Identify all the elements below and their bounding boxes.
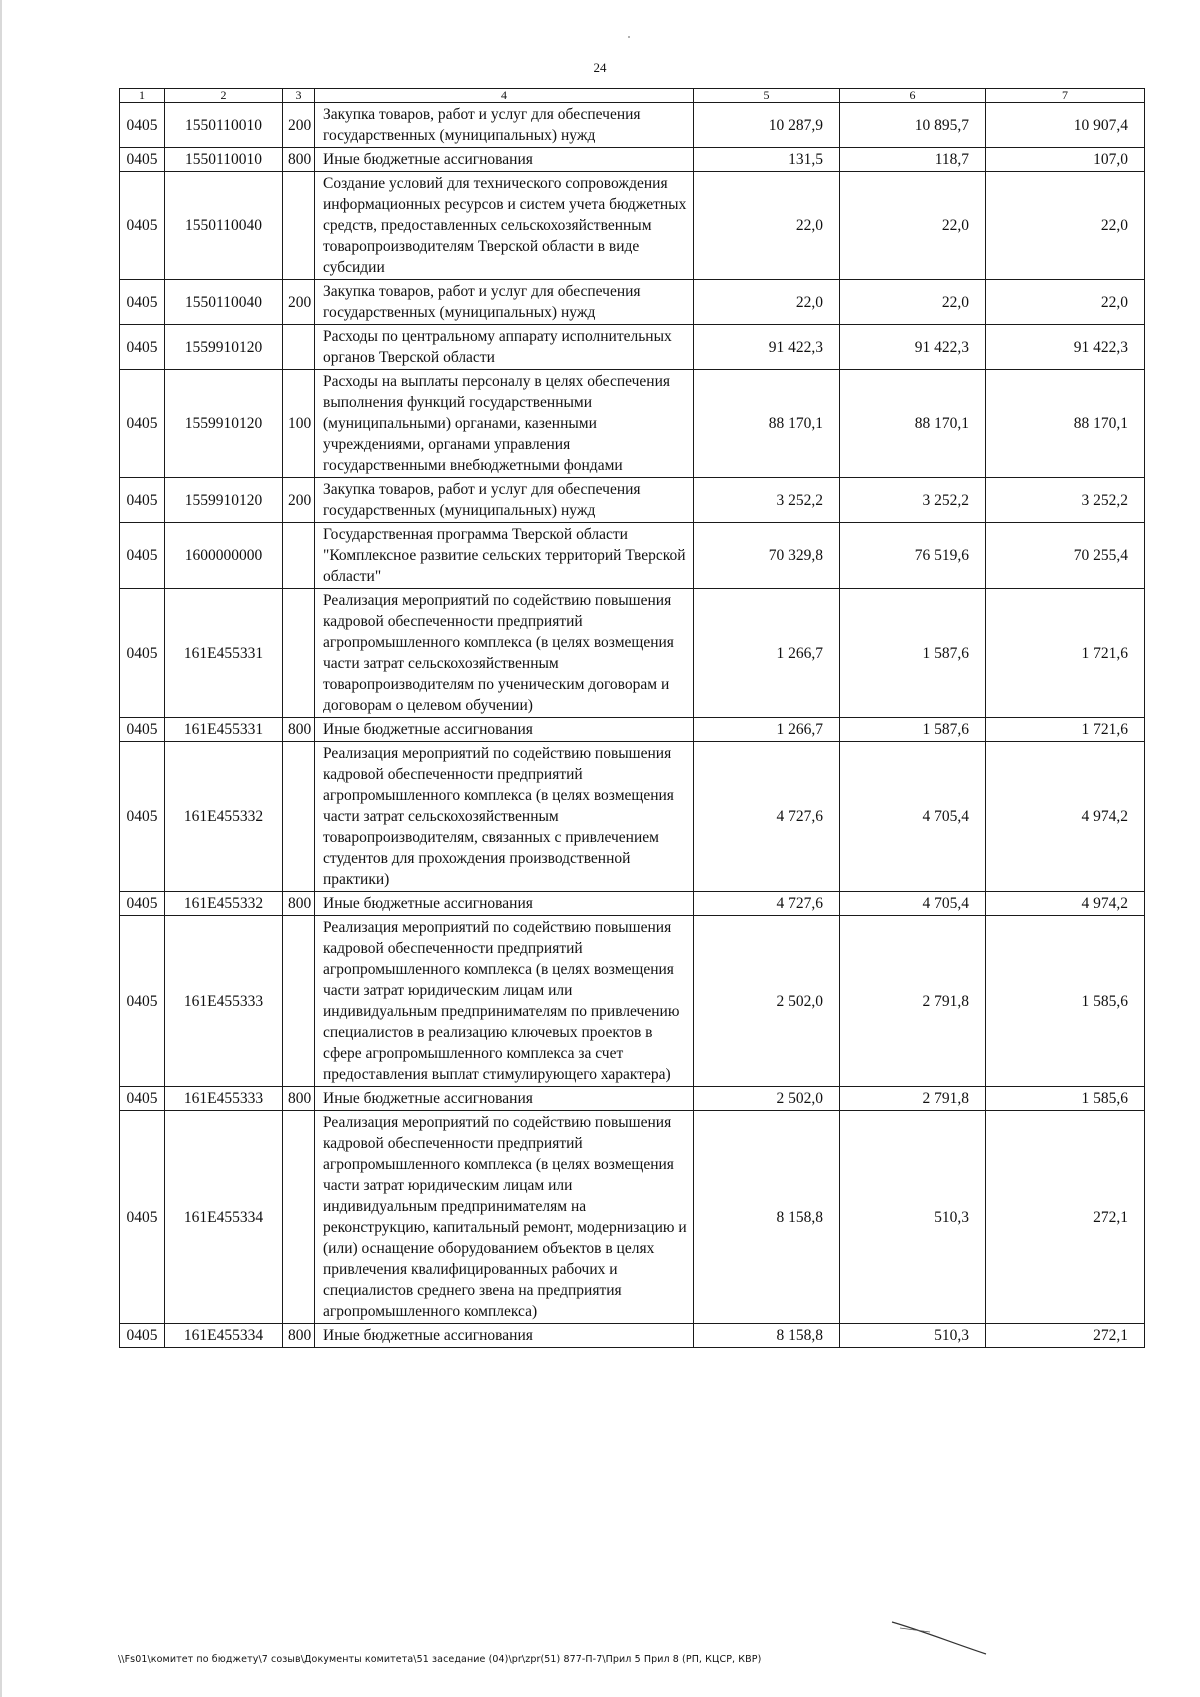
column-header-1: 1	[120, 89, 165, 103]
cell-amount-col6: 510,3	[840, 1111, 986, 1324]
cell-name: Реализация мероприятий по содействию повышения кадровой обеспеченности предприятий агропромышленного комплекса (в целях возмещения части затрат юридическим лицам или индивидуальным предпринимателям по привлечению специалистов в реализацию ключевых проектов в сфере агропромышленного комплекса за счет предоставления выплат стимулирующего характера)	[315, 916, 694, 1087]
cell-amount-col6: 510,3	[840, 1324, 986, 1348]
cell-amount-col5: 91 422,3	[694, 325, 840, 370]
cell-amount-col7: 22,0	[986, 280, 1145, 325]
cell-name: Иные бюджетные ассигнования	[315, 892, 694, 916]
cell-expense-type	[283, 1111, 315, 1324]
cell-name: Реализация мероприятий по содействию повышения кадровой обеспеченности предприятий агропромышленного комплекса (в целях возмещения части затрат сельскохозяйственным товаропроизводителям, связанных с привлечением студентов для прохождения производственной практики)	[315, 742, 694, 892]
cell-amount-col7: 107,0	[986, 148, 1145, 172]
cell-name: Закупка товаров, работ и услуг для обеспечения государственных (муниципальных) нужд	[315, 103, 694, 148]
budget-table	[119, 88, 1145, 1348]
cell-expense-type: 200	[283, 478, 315, 523]
table-row	[120, 370, 1145, 478]
cell-name: Иные бюджетные ассигнования	[315, 148, 694, 172]
cell-name: Расходы на выплаты персоналу в целях обеспечения выполнения функций государственными (муниципальными) органами, казенными учреждениями, органами управления государственными внебюджетными фондами	[315, 370, 694, 478]
cell-amount-col5: 8 158,8	[694, 1111, 840, 1324]
cell-expense-type	[283, 523, 315, 589]
table-row	[120, 478, 1145, 523]
cell-razdel: 0405	[120, 1324, 165, 1348]
cell-name: Закупка товаров, работ и услуг для обеспечения государственных (муниципальных) нужд	[315, 280, 694, 325]
cell-name: Расходы по центральному аппарату исполнительных органов Тверской области	[315, 325, 694, 370]
cell-razdel: 0405	[120, 1111, 165, 1324]
column-header-6: 6	[840, 89, 986, 103]
cell-amount-col6: 88 170,1	[840, 370, 986, 478]
cell-amount-col5: 2 502,0	[694, 1087, 840, 1111]
cell-target-article: 1559910120	[165, 478, 283, 523]
cell-amount-col7: 22,0	[986, 172, 1145, 280]
cell-amount-col5: 1 266,7	[694, 718, 840, 742]
cell-name: Государственная программа Тверской области "Комплексное развитие сельских территорий Тверской области"	[315, 523, 694, 589]
table-row	[120, 589, 1145, 718]
column-number-row	[120, 89, 1145, 103]
cell-amount-col6: 91 422,3	[840, 325, 986, 370]
cell-amount-col5: 3 252,2	[694, 478, 840, 523]
cell-expense-type	[283, 589, 315, 718]
table-row	[120, 172, 1145, 280]
cell-target-article: 161E455334	[165, 1324, 283, 1348]
cell-amount-col5: 70 329,8	[694, 523, 840, 589]
cell-expense-type: 800	[283, 1324, 315, 1348]
table-row	[120, 280, 1145, 325]
column-header-4: 4	[315, 89, 694, 103]
cell-amount-col5: 88 170,1	[694, 370, 840, 478]
cell-amount-col7: 1 721,6	[986, 589, 1145, 718]
column-header-3: 3	[283, 89, 315, 103]
cell-razdel: 0405	[120, 280, 165, 325]
cell-amount-col6: 4 705,4	[840, 892, 986, 916]
cell-target-article: 1559910120	[165, 370, 283, 478]
cell-target-article: 1550110040	[165, 280, 283, 325]
cell-name: Иные бюджетные ассигнования	[315, 1087, 694, 1111]
cell-target-article: 161E455333	[165, 1087, 283, 1111]
cell-amount-col6: 22,0	[840, 280, 986, 325]
cell-amount-col5: 8 158,8	[694, 1324, 840, 1348]
cell-expense-type: 200	[283, 103, 315, 148]
cell-razdel: 0405	[120, 1087, 165, 1111]
cell-amount-col6: 10 895,7	[840, 103, 986, 148]
cell-target-article: 1550110010	[165, 148, 283, 172]
cell-razdel: 0405	[120, 325, 165, 370]
cell-name: Реализация мероприятий по содействию повышения кадровой обеспеченности предприятий агропромышленного комплекса (в целях возмещения части затрат сельскохозяйственным товаропроизводителям по ученическим договорам и договорам о целевом обучении)	[315, 589, 694, 718]
cell-amount-col6: 22,0	[840, 172, 986, 280]
page-number: 24	[593, 60, 607, 75]
cell-name: Иные бюджетные ассигнования	[315, 718, 694, 742]
table-row	[120, 1324, 1145, 1348]
cell-amount-col5: 4 727,6	[694, 742, 840, 892]
cell-amount-col7: 3 252,2	[986, 478, 1145, 523]
cell-expense-type: 800	[283, 148, 315, 172]
cell-amount-col7: 4 974,2	[986, 742, 1145, 892]
cell-expense-type: 800	[283, 718, 315, 742]
cell-name: Закупка товаров, работ и услуг для обеспечения государственных (муниципальных) нужд	[315, 478, 694, 523]
scan-speck	[628, 36, 630, 38]
cell-expense-type: 800	[283, 1087, 315, 1111]
cell-amount-col5: 4 727,6	[694, 892, 840, 916]
table-row	[120, 742, 1145, 892]
cell-amount-col7: 272,1	[986, 1324, 1145, 1348]
cell-amount-col6: 2 791,8	[840, 916, 986, 1087]
table-row	[120, 523, 1145, 589]
cell-name: Реализация мероприятий по содействию повышения кадровой обеспеченности предприятий агропромышленного комплекса (в целях возмещения части затрат юридическим лицам или индивидуальным предпринимателям на реконструкцию, капитальный ремонт, модернизацию и (или) оснащение оборудованием объектов в целях привлечения квалифицированных рабочих и специалистов среднего звена на предприятия агропромышленного комплекса)	[315, 1111, 694, 1324]
cell-expense-type	[283, 172, 315, 280]
cell-expense-type	[283, 742, 315, 892]
cell-amount-col7: 272,1	[986, 1111, 1145, 1324]
cell-amount-col7: 10 907,4	[986, 103, 1145, 148]
cell-name: Иные бюджетные ассигнования	[315, 1324, 694, 1348]
table-row	[120, 718, 1145, 742]
cell-razdel: 0405	[120, 718, 165, 742]
cell-razdel: 0405	[120, 742, 165, 892]
table-row	[120, 916, 1145, 1087]
cell-target-article: 161E455332	[165, 892, 283, 916]
cell-amount-col5: 22,0	[694, 280, 840, 325]
cell-amount-col5: 2 502,0	[694, 916, 840, 1087]
cell-amount-col6: 4 705,4	[840, 742, 986, 892]
cell-razdel: 0405	[120, 892, 165, 916]
cell-amount-col7: 1 585,6	[986, 1087, 1145, 1111]
cell-razdel: 0405	[120, 172, 165, 280]
cell-amount-col7: 70 255,4	[986, 523, 1145, 589]
cell-name: Создание условий для технического сопровождения информационных ресурсов и систем учета бюджетных средств, предоставленных сельскохозяйственным товаропроизводителям Тверской области в виде субсидии	[315, 172, 694, 280]
cell-target-article: 1600000000	[165, 523, 283, 589]
cell-amount-col7: 1 585,6	[986, 916, 1145, 1087]
cell-razdel: 0405	[120, 478, 165, 523]
cell-target-article: 1559910120	[165, 325, 283, 370]
pen-mark	[890, 1618, 990, 1658]
table-row	[120, 148, 1145, 172]
cell-razdel: 0405	[120, 523, 165, 589]
cell-target-article: 161E455331	[165, 718, 283, 742]
cell-target-article: 1550110010	[165, 103, 283, 148]
cell-amount-col6: 1 587,6	[840, 718, 986, 742]
cell-expense-type: 200	[283, 280, 315, 325]
cell-razdel: 0405	[120, 589, 165, 718]
table-row	[120, 103, 1145, 148]
cell-target-article: 1550110040	[165, 172, 283, 280]
cell-amount-col7: 1 721,6	[986, 718, 1145, 742]
table-body	[120, 89, 1145, 1348]
cell-target-article: 161E455334	[165, 1111, 283, 1324]
table-row	[120, 1111, 1145, 1324]
cell-amount-col5: 22,0	[694, 172, 840, 280]
cell-amount-col5: 131,5	[694, 148, 840, 172]
cell-amount-col7: 4 974,2	[986, 892, 1145, 916]
cell-razdel: 0405	[120, 916, 165, 1087]
cell-amount-col7: 91 422,3	[986, 325, 1145, 370]
footer-file-path: \\Fs01\комитет по бюджету\7 созыв\Документы комитета\51 заседание (04)\pr\zpr(51) 877-П-7\Прил 5 Прил 8 (РП, КЦСР, КВР)	[118, 1654, 762, 1665]
cell-expense-type	[283, 916, 315, 1087]
cell-target-article: 161E455331	[165, 589, 283, 718]
cell-expense-type: 100	[283, 370, 315, 478]
scan-left-edge	[0, 0, 2, 1697]
table-row	[120, 1087, 1145, 1111]
column-header-5: 5	[694, 89, 840, 103]
cell-amount-col5: 1 266,7	[694, 589, 840, 718]
cell-razdel: 0405	[120, 103, 165, 148]
cell-razdel: 0405	[120, 370, 165, 478]
cell-expense-type: 800	[283, 892, 315, 916]
cell-amount-col7: 88 170,1	[986, 370, 1145, 478]
table-row	[120, 325, 1145, 370]
table-row	[120, 892, 1145, 916]
cell-amount-col6: 118,7	[840, 148, 986, 172]
cell-amount-col6: 2 791,8	[840, 1087, 986, 1111]
column-header-7: 7	[986, 89, 1145, 103]
cell-amount-col5: 10 287,9	[694, 103, 840, 148]
cell-amount-col6: 3 252,2	[840, 478, 986, 523]
column-header-2: 2	[165, 89, 283, 103]
cell-amount-col6: 76 519,6	[840, 523, 986, 589]
cell-expense-type	[283, 325, 315, 370]
cell-target-article: 161E455333	[165, 916, 283, 1087]
cell-target-article: 161E455332	[165, 742, 283, 892]
cell-razdel: 0405	[120, 148, 165, 172]
cell-amount-col6: 1 587,6	[840, 589, 986, 718]
